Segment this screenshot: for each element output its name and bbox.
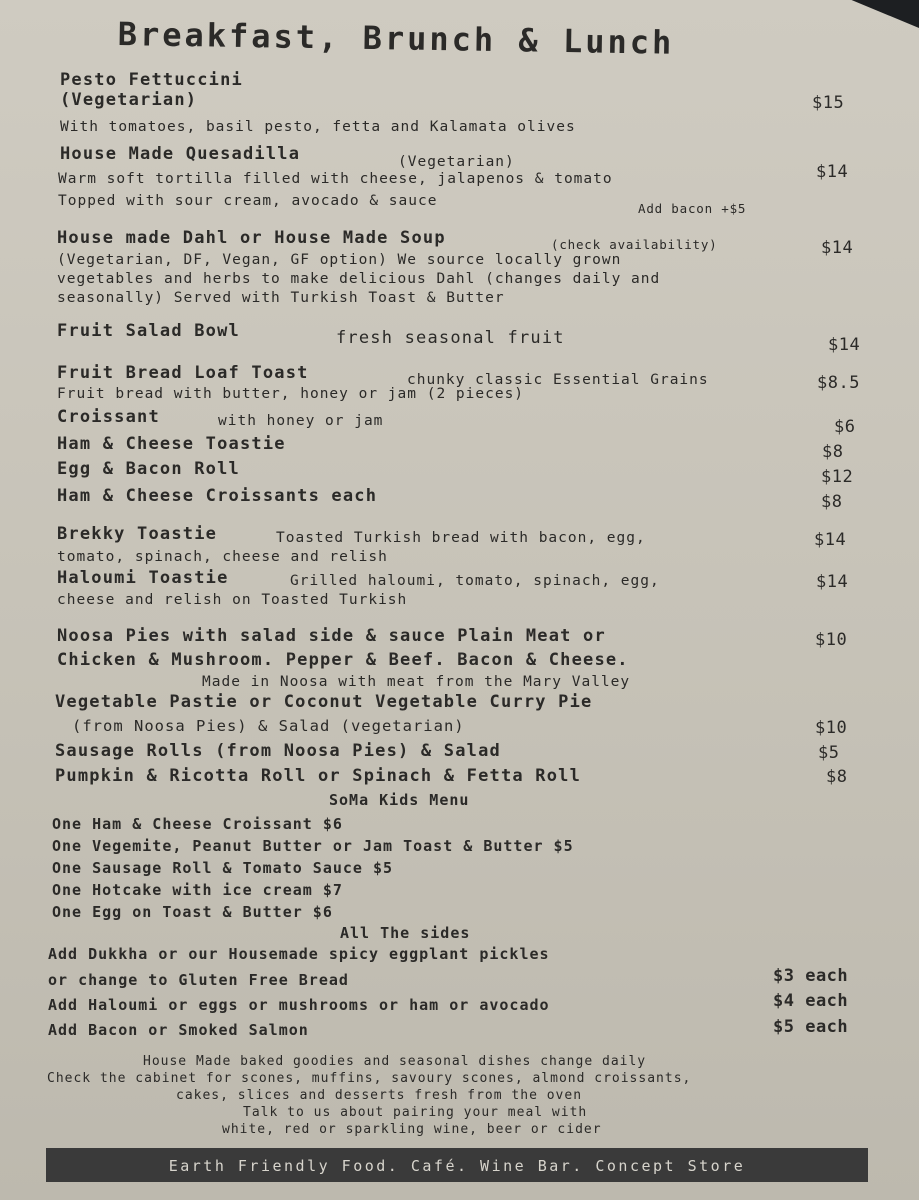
item-dahl-desc2: vegetables and herbs to make delicious Dahl (changes daily and (57, 271, 661, 287)
kids-item: One Hotcake with ice cream $7 (52, 881, 343, 899)
item-ham-toastie-name: Ham & Cheese Toastie (57, 434, 286, 454)
item-dahl-price: $14 (821, 238, 854, 258)
item-ham-toastie-price: $8 (822, 442, 844, 462)
item-fruit-bread-desc1: chunky classic Essential Grains (407, 372, 709, 388)
item-pesto-tag: (Vegetarian) (60, 90, 198, 110)
kids-item: One Egg on Toast & Butter $6 (52, 903, 333, 921)
item-pastie-line1: Vegetable Pastie or Coconut Vegetable Curry Pie (55, 692, 593, 712)
note-line: House Made baked goodies and seasonal dishes change daily (143, 1054, 647, 1069)
item-haloumi-desc2: cheese and relish on Toasted Turkish (57, 592, 408, 608)
sides-line3: Add Haloumi or eggs or mushrooms or ham or avocado (48, 996, 550, 1014)
sides-line2: or change to Gluten Free Bread (48, 971, 349, 989)
item-sausage-name: Sausage Rolls (from Noosa Pies) & Salad (55, 741, 501, 761)
sides-heading: All The sides (340, 924, 471, 942)
footer-bar (46, 1148, 868, 1182)
item-dahl-note: (check availability) (551, 237, 718, 252)
item-pastie-price: $10 (815, 718, 848, 738)
item-quesadilla-tag: (Vegetarian) (398, 154, 515, 170)
item-pumpkin-name: Pumpkin & Ricotta Roll or Spinach & Fetta Roll (55, 766, 582, 786)
item-haloumi-desc1: Grilled haloumi, tomato, spinach, egg, (290, 573, 660, 589)
menu-title: Breakfast, Brunch & Lunch (117, 15, 675, 62)
item-croissant-price: $6 (834, 417, 856, 437)
sides-price3: $4 each (773, 991, 849, 1011)
item-ham-croissants-name: Ham & Cheese Croissants each (57, 486, 378, 506)
item-haloumi-price: $14 (816, 572, 849, 592)
note-line: white, red or sparkling wine, beer or cider (222, 1122, 602, 1137)
item-pesto-name: Pesto Fettuccini (60, 70, 243, 90)
item-sausage-price: $5 (818, 743, 840, 763)
item-haloumi-name: Haloumi Toastie (57, 568, 229, 588)
item-egg-roll-name: Egg & Bacon Roll (57, 459, 240, 479)
footer-text: Earth Friendly Food. Café. Wine Bar. Concept Store (168, 1157, 746, 1175)
item-croissant-desc: with honey or jam (218, 413, 384, 429)
item-egg-roll-price: $12 (821, 467, 854, 487)
item-pies-sub: Made in Noosa with meat from the Mary Valley (202, 674, 631, 690)
sides-line4: Add Bacon or Smoked Salmon (48, 1021, 309, 1039)
item-quesadilla-desc2: Topped with sour cream, avocado & sauce (58, 193, 438, 209)
item-pesto-desc: With tomatoes, basil pesto, fetta and Kalamata olives (60, 119, 576, 135)
item-pumpkin-price: $8 (826, 767, 848, 787)
item-quesadilla-price: $14 (816, 162, 849, 182)
item-ham-croissants-price: $8 (821, 492, 843, 512)
item-pesto-price: $15 (812, 93, 845, 113)
note-line: Check the cabinet for scones, muffins, savoury scones, almond croissants, (47, 1071, 692, 1086)
note-line: Talk to us about pairing your meal with (243, 1105, 588, 1120)
sides-line1: Add Dukkha or our Housemade spicy eggplant pickles (48, 945, 550, 963)
item-brekky-desc2: tomato, spinach, cheese and relish (57, 549, 388, 565)
item-dahl-name: House made Dahl or House Made Soup (57, 228, 446, 248)
kids-item: One Vegemite, Peanut Butter or Jam Toast & Butter $5 (52, 837, 574, 855)
item-brekky-name: Brekky Toastie (57, 524, 218, 544)
item-fruit-salad-name: Fruit Salad Bowl (57, 321, 240, 341)
kids-item: One Ham & Cheese Croissant $6 (52, 815, 343, 833)
item-pies-price: $10 (815, 630, 848, 650)
item-pies-line2: Chicken & Mushroom. Pepper & Beef. Bacon & Cheese. (57, 650, 629, 670)
item-pastie-line2: (from Noosa Pies) & Salad (vegetarian) (72, 717, 465, 735)
kids-heading: SoMa Kids Menu (329, 791, 470, 809)
item-fruit-bread-name: Fruit Bread Loaf Toast (57, 363, 309, 383)
sides-price2: $3 each (773, 966, 849, 986)
item-brekky-price: $14 (814, 530, 847, 550)
item-pies-line1: Noosa Pies with salad side & sauce Plain Meat or (57, 626, 606, 646)
item-quesadilla-desc1: Warm soft tortilla filled with cheese, jalapenos & tomato (58, 171, 613, 187)
note-line: cakes, slices and desserts fresh from the oven (176, 1088, 583, 1103)
item-quesadilla-addon: Add bacon +$5 (638, 201, 747, 216)
sides-price4: $5 each (773, 1017, 849, 1037)
item-dahl-desc1: (Vegetarian, DF, Vegan, GF option) We source locally grown (57, 252, 622, 268)
item-fruit-salad-desc: fresh seasonal fruit (336, 328, 565, 348)
item-fruit-bread-price: $8.5 (817, 373, 860, 393)
item-quesadilla-name: House Made Quesadilla (60, 144, 301, 164)
item-croissant-name: Croissant (57, 407, 160, 427)
item-fruit-bread-desc2: Fruit bread with butter, honey or jam (2 pieces) (57, 386, 525, 402)
item-fruit-salad-price: $14 (828, 335, 861, 355)
item-dahl-desc3: seasonally) Served with Turkish Toast & Butter (57, 290, 505, 306)
kids-item: One Sausage Roll & Tomato Sauce $5 (52, 859, 394, 877)
item-brekky-desc1: Toasted Turkish bread with bacon, egg, (276, 530, 646, 546)
